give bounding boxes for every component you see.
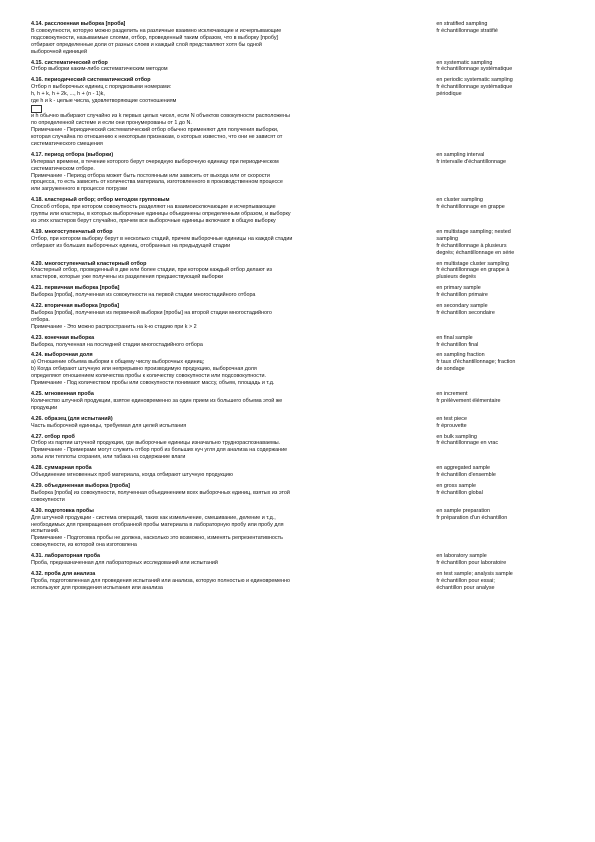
term-title: 4.20. многоступенчатый кластерный отбор xyxy=(31,260,147,267)
term-definition xyxy=(31,483,426,504)
definition-line: В совокупности, которую можно разделить на различные взаимно исключающие и исчерпывающие xyxy=(31,27,282,34)
equivalent-term: périodique xyxy=(436,91,462,98)
term-definition xyxy=(31,571,426,592)
definition-line: группы или кластеры, в которых выборочные единицы объединены определенным образом, и выборку xyxy=(31,211,291,218)
definition-line: систематическом отборе. xyxy=(31,165,95,172)
definition-line: Примечание - Подготовка пробы не должна, насколько это возможно, изменять репрезентативность xyxy=(31,535,283,542)
term-title: 4.19. многоступенчатый отбор xyxy=(31,228,113,235)
definition-line: Проба, подготовленная для проведения испытаний или анализа, которую полностью и единовременно xyxy=(31,577,291,584)
equivalent-term: en gross sample xyxy=(436,482,476,489)
definition-line: Часть выборочной единицы, требуемая для целей испытания xyxy=(31,422,187,429)
term-entry xyxy=(31,197,555,225)
term-title: 4.26. образец (для испытаний) xyxy=(31,415,113,422)
term-title: 4.14. расслоенная выборка [проба] xyxy=(31,21,126,27)
foreign-equivalents xyxy=(436,483,555,504)
term-entry xyxy=(31,391,555,412)
foreign-equivalents xyxy=(436,553,555,567)
equivalent-term: en test sample; analysis sample xyxy=(436,570,513,577)
term-title: 4.30. подготовка пробы xyxy=(31,507,94,514)
definition-line: Выборка, полученная на последней стадии многостадийного отбора xyxy=(31,341,203,348)
term-entry xyxy=(31,434,555,462)
term-title: 4.16. периодический систематический отбор xyxy=(31,77,151,84)
equivalent-term: sampling xyxy=(436,235,458,242)
term-title: 4.17. период отбора (выборки) xyxy=(31,151,114,158)
equivalent-term: en stratified sampling xyxy=(436,21,488,27)
term-definition xyxy=(31,261,426,282)
foreign-equivalents xyxy=(436,335,555,349)
equivalent-term: fr échantillon secondaire xyxy=(436,309,495,316)
definition-line: отбирают определенные доли от разных слоев и каждый слой представляют хотя бы одной xyxy=(31,41,262,48)
definition-line: процесса, то есть зависеть от количества материала, изготовленного в производственном процессе xyxy=(31,179,283,186)
definition-line: совокупности xyxy=(31,496,65,503)
definition-line: или загруженного в процессе погрузки xyxy=(31,186,128,193)
term-definition xyxy=(31,508,426,549)
definition-line: Примечание - Это можно распространить на k-ю стадию при k > 2 xyxy=(31,323,197,330)
term-definition xyxy=(31,352,426,387)
equivalent-term: fr échantillon d'ensemble xyxy=(436,472,496,479)
term-definition xyxy=(31,465,426,479)
term-definition xyxy=(31,60,426,74)
equivalent-term: fr échantillonnage en grappe xyxy=(436,204,505,211)
equivalent-term: en increment xyxy=(436,391,468,398)
term-entry xyxy=(31,60,555,74)
definition-line: b) Когда отбирают штучную или непрерывно производимую продукцию, выборочная доля xyxy=(31,366,257,373)
term-definition xyxy=(31,303,426,331)
equivalent-term: fr échantillon pour laboratoire xyxy=(436,560,507,567)
term-definition xyxy=(31,229,426,257)
foreign-equivalents xyxy=(436,434,555,462)
equivalent-term: fr échantillonnage à plusieurs xyxy=(436,242,507,249)
equivalent-term: fr échantillonnage en grappe à xyxy=(436,267,510,274)
term-title: 4.28. суммарная проба xyxy=(31,465,92,472)
equivalent-term: fr échantillonnage systématique xyxy=(436,84,513,91)
equivalent-term: fr échantillon final xyxy=(436,341,479,348)
equivalent-term: en laboratory sample xyxy=(436,553,487,560)
term-definition xyxy=(31,285,426,299)
term-entry xyxy=(31,77,555,147)
definition-line: h, h + k, h + 2k, ..., h + (n - 1)k, xyxy=(31,91,105,98)
definition-line: Кластерный отбор, проведенный в две или более стадии, при котором каждый отбор делают из xyxy=(31,267,272,274)
definition-line: Отбор, при котором выборку берут в несколько стадий, причем выборочные единицы на каждой стадии xyxy=(31,235,293,242)
definition-line: из этих кластеров берут случайно, причем все выборочные единицы включают в общую выборку xyxy=(31,217,276,224)
term-title: 4.27. отбор проб xyxy=(31,433,75,440)
equivalent-term: en final sample xyxy=(436,334,473,341)
broken-image-icon xyxy=(31,105,42,113)
foreign-equivalents xyxy=(436,508,555,549)
definition-line: подсовокупности, называемые слоями, отбор, проведенный таким образом, что в выборку [пробу] xyxy=(31,34,279,41)
term-entry xyxy=(31,553,555,567)
foreign-equivalents xyxy=(436,21,555,56)
definition-line: Выборка [проба], полученная из совокупности на первой стадии многостадийного отбора xyxy=(31,292,256,299)
equivalent-term: plusieurs degrés xyxy=(436,274,476,281)
definition-line: и h обычно выбирают случайно из k первых целых чисел, если N объектов совокупности расположены xyxy=(31,113,290,120)
definition-line: Интервал времени, в течение которого берут очередную выборочную единицу при периодическом xyxy=(31,158,279,165)
foreign-equivalents xyxy=(436,197,555,225)
equivalent-term: en periodic systematic sampling xyxy=(436,77,513,84)
definition-line: Способ отбора, при котором совокупность разделяют на взаимоисключающие и исчерпывающие xyxy=(31,204,276,211)
definition-line: Примечание - Под количеством пробы или совокупности понимают массу, объем, площадь и т.д. xyxy=(31,380,275,387)
definition-line: Примечание - Периодический систематический отбор обычно применяют для получения выборки, xyxy=(31,127,279,134)
foreign-equivalents xyxy=(436,352,555,387)
term-entry xyxy=(31,465,555,479)
equivalent-term: en multistage cluster sampling xyxy=(436,260,509,267)
term-title: 4.25. мгновенная проба xyxy=(31,391,94,398)
term-entry xyxy=(31,261,555,282)
definition-line: Отбор выборки каким-либо систематическим методом xyxy=(31,66,168,73)
foreign-equivalents xyxy=(436,152,555,193)
definition-line: продукции xyxy=(31,404,58,411)
definition-line: испытаний. xyxy=(31,528,60,535)
term-title: 4.22. вторичная выборка [проба] xyxy=(31,303,120,310)
definition-line: Отбор n выборочных единиц с порядковыми номерами: xyxy=(31,84,172,91)
definition-line: Для штучной продукции - система операций, таких как измельчение, смешивание, деление и т.д., xyxy=(31,514,276,521)
equivalent-term: fr échantillon pour essai; xyxy=(436,577,495,584)
equivalent-term: échantillon pour analyse xyxy=(436,584,495,591)
foreign-equivalents xyxy=(436,465,555,479)
foreign-equivalents xyxy=(436,261,555,282)
definition-line: определяют отношением количества пробы к количеству совокупности или подсовокупности. xyxy=(31,373,266,380)
equivalent-term: en test piece xyxy=(436,415,467,422)
equivalent-term: en aggregated sample xyxy=(436,465,491,472)
equivalent-term: fr intervalle d'échantillonnage xyxy=(436,158,507,165)
term-definition xyxy=(31,152,426,193)
foreign-equivalents xyxy=(436,229,555,257)
term-title: 4.15. систематический отбор xyxy=(31,59,108,66)
definition-line: Выборка [проба] из совокупности, полученная объединением всех выборочных единиц, взятых из этой xyxy=(31,489,290,496)
foreign-equivalents xyxy=(436,285,555,299)
equivalent-term: fr préparation d'un échantillon xyxy=(436,514,508,521)
definition-line: Примечание - Примерами могут служить отбор проб из больших куч угля для анализа на содержание xyxy=(31,447,288,454)
term-entry xyxy=(31,416,555,430)
definition-line: Объединение мгновенных проб материала, когда отбирают штучную продукцию xyxy=(31,472,233,479)
definition-line: выборочной единицей xyxy=(31,48,88,55)
term-title: 4.29. объединенная выборка [проба] xyxy=(31,482,130,489)
equivalent-term: fr échantillon global xyxy=(436,489,483,496)
foreign-equivalents xyxy=(436,60,555,74)
equivalent-term: fr éprouvette xyxy=(436,422,467,429)
definition-line: используют для проведения испытания или анализа xyxy=(31,584,163,591)
term-definition xyxy=(31,391,426,412)
definition-line: необходимых для превращения отобранной пробы материала в лабораторную пробу или пробу для xyxy=(31,521,284,528)
equivalent-term: fr prélèvement élémentaire xyxy=(436,397,501,404)
term-definition xyxy=(31,21,426,56)
term-definition xyxy=(31,553,426,567)
equivalent-term: fr taux d'échantillonnage; fraction xyxy=(436,359,516,366)
definition-line: отбора. xyxy=(31,316,50,323)
equivalent-term: de sondage xyxy=(436,366,465,373)
term-definition xyxy=(31,77,426,147)
term-title: 4.18. кластерный отбор; отбор методом групповым xyxy=(31,197,170,204)
definition-line: Примечание - Период отбора может быть постоянным или зависеть от выхода или от скорости xyxy=(31,172,270,179)
foreign-equivalents xyxy=(436,77,555,147)
term-title: 4.32. проба для анализа xyxy=(31,570,96,577)
term-title: 4.24. выборочная доля xyxy=(31,352,93,359)
term-entry xyxy=(31,571,555,592)
term-entry xyxy=(31,152,555,193)
equivalent-term: en sampling fraction xyxy=(436,352,485,359)
equivalent-term: en primary sample xyxy=(436,285,481,292)
term-definition xyxy=(31,335,426,349)
equivalent-term: en multistage sampling; nested xyxy=(436,228,511,235)
definition-line: отбирают из больших выборочных единиц, отобранных на предыдущей стадии xyxy=(31,242,231,249)
term-entry xyxy=(31,21,555,56)
definition-line: Проба, предназначенная для лабораторных исследований или испытаний xyxy=(31,560,218,567)
definition-line: Количество штучной продукции, взятое единовременно за один прием из большего объема этой же xyxy=(31,397,283,404)
definition-line: кластеров, которые уже получены из разделения предшествующей выборки xyxy=(31,274,224,281)
term-definition xyxy=(31,416,426,430)
equivalent-term: fr échantillonnage en vrac xyxy=(436,440,499,447)
definition-line: где h и k - целые числа, удовлетворяющие соотношениям xyxy=(31,98,177,105)
term-entry xyxy=(31,285,555,299)
equivalent-term: en cluster sampling xyxy=(436,197,483,204)
term-entry xyxy=(31,352,555,387)
definition-line: которая случайна по отношению к некоторым признакам, о которых известно, что они не зависят от xyxy=(31,134,283,141)
term-definition xyxy=(31,197,426,225)
term-entry xyxy=(31,229,555,257)
equivalent-term: en sampling interval xyxy=(436,151,485,158)
term-title: 4.21. первичная выборка [проба] xyxy=(31,285,120,292)
definition-line: золы или теплоты сгорания, или табака на содержание влаги xyxy=(31,454,186,461)
term-entry xyxy=(31,508,555,549)
equivalent-term: en secondary sample xyxy=(436,303,488,310)
term-entry xyxy=(31,483,555,504)
definition-line: совокупности, из которой она изготовлена xyxy=(31,542,137,549)
definition-line: систематического смещения xyxy=(31,140,103,147)
foreign-equivalents xyxy=(436,416,555,430)
equivalent-term: en systematic sampling xyxy=(436,59,493,66)
definition-line: по определенной системе и если они пронумерованы от 1 до N. xyxy=(31,120,192,127)
term-title: 4.23. конечная выборка xyxy=(31,334,95,341)
equivalent-term: fr échantillonnage stratifié xyxy=(436,27,498,34)
term-title: 4.31. лабораторная проба xyxy=(31,553,101,560)
foreign-equivalents xyxy=(436,303,555,331)
equivalent-term: fr échantillon primaire xyxy=(436,292,488,299)
term-entry xyxy=(31,335,555,349)
foreign-equivalents xyxy=(436,391,555,412)
term-definition xyxy=(31,434,426,462)
term-entry xyxy=(31,303,555,331)
definition-line: Выборка [проба], полученная из первичной выборки [пробы] на второй стадии многостадийного xyxy=(31,309,272,316)
definition-line: а) Отношение объема выборки к общему числу выборочных единиц; xyxy=(31,359,205,366)
foreign-equivalents xyxy=(436,571,555,592)
definition-line: Отбор из партии штучной продукции, где выборочные единицы изначально труднораспознаваемы. xyxy=(31,440,281,447)
equivalent-term: degrés; échantillonnage en série xyxy=(436,249,515,256)
equivalent-term: en bulk sampling xyxy=(436,433,477,440)
equivalent-term: en sample preparation xyxy=(436,507,491,514)
equivalent-term: fr échantillonnage systématique xyxy=(436,66,513,73)
